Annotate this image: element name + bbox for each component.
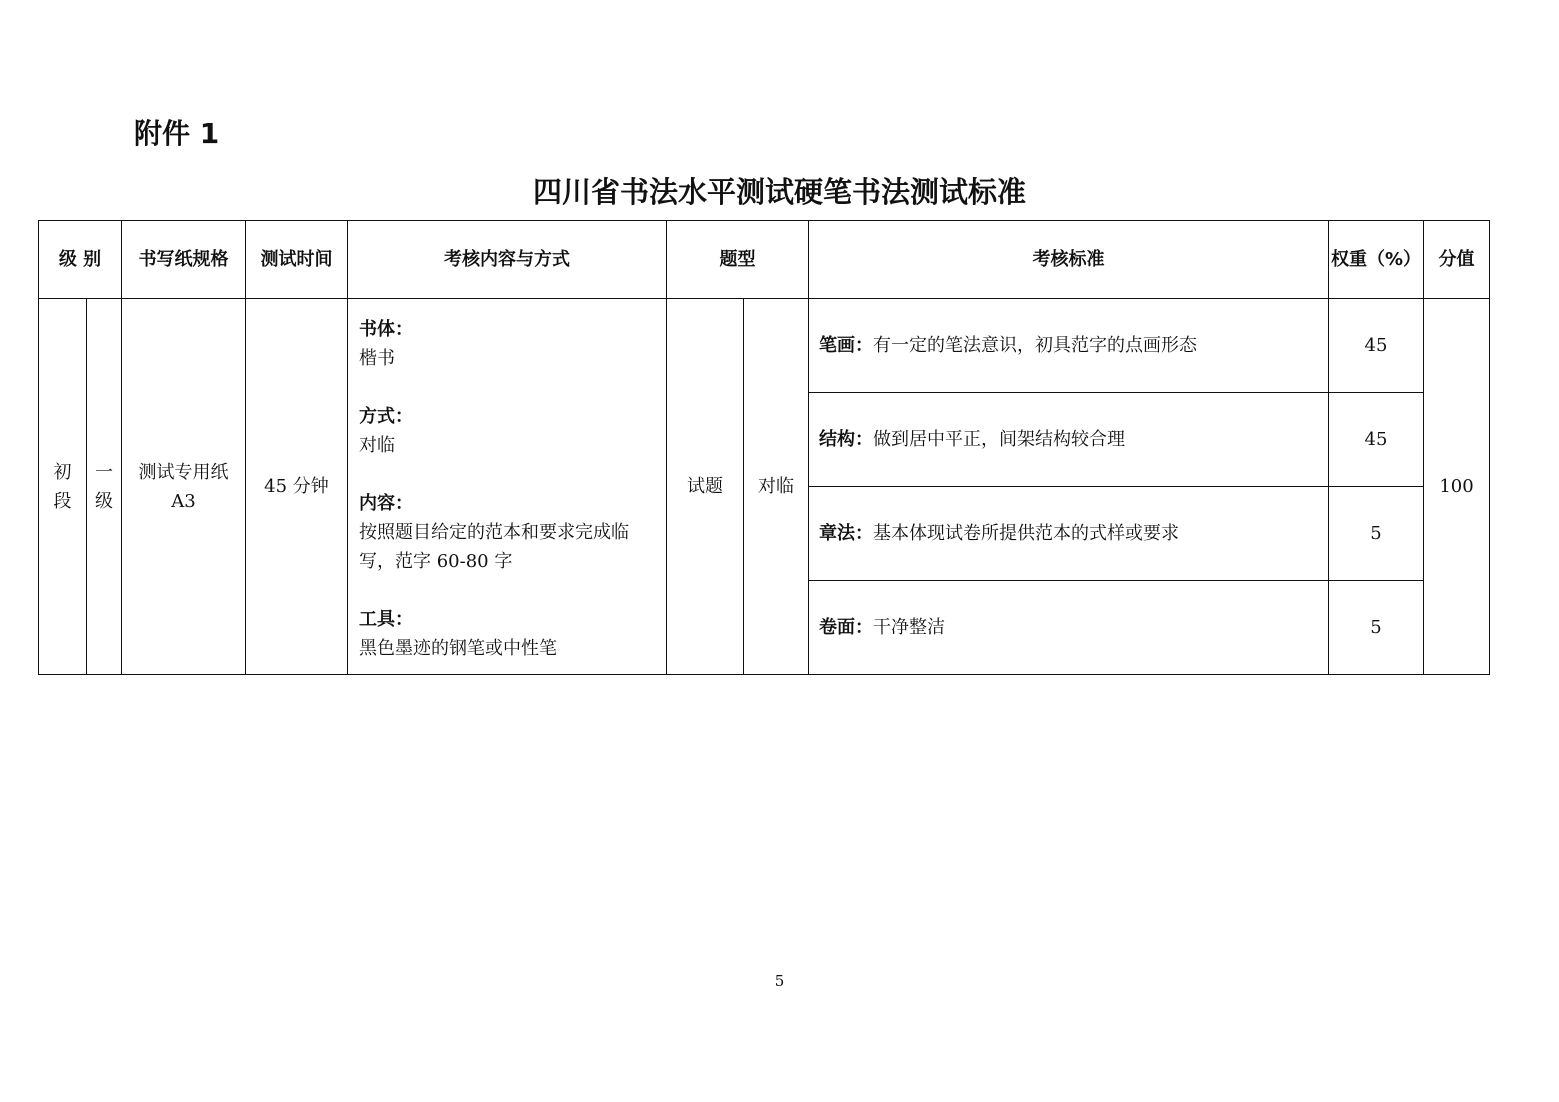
level-stage-cell — [39, 299, 87, 675]
level-stage-char-2: 段 — [53, 490, 72, 512]
content-label: 工具： — [359, 609, 413, 630]
time-cell: 45 分钟 — [246, 299, 348, 675]
paper-cell — [122, 299, 246, 675]
content-block-font — [359, 315, 658, 373]
question-type-cell: 试题 — [667, 299, 744, 675]
level-grade-cell — [87, 299, 122, 675]
header-row — [39, 221, 1490, 299]
content-text: 黑色墨迹的钢笔或中性笔 — [359, 638, 557, 659]
standard-label: 章法： — [819, 523, 873, 544]
standard-label: 笔画： — [819, 335, 873, 356]
header-content: 考核内容与方式 — [348, 221, 667, 299]
paper-name: 测试专用纸 — [138, 461, 229, 483]
header-paper: 书写纸规格 — [122, 221, 246, 299]
header-weight: 权重（%） — [1329, 221, 1424, 299]
header-level: 级 别 — [39, 221, 122, 299]
standard-cell — [809, 299, 1329, 393]
content-text: 按照题目给定的范本和要求完成临写，范字 60-80 字 — [359, 522, 629, 572]
content-text: 楷书 — [359, 348, 395, 369]
content-block-content — [359, 489, 658, 576]
level-stage-char-1: 初 — [53, 461, 72, 483]
standard-text: 基本体现试卷所提供范本的式样或要求 — [873, 523, 1179, 544]
weight-cell: 5 — [1329, 487, 1424, 581]
standard-cell — [809, 581, 1329, 675]
content-label: 书体： — [359, 319, 413, 340]
score-cell: 100 — [1424, 299, 1490, 675]
content-block-method — [359, 402, 658, 460]
standard-label: 卷面： — [819, 617, 873, 638]
content-label: 方式： — [359, 406, 413, 427]
weight-cell: 45 — [1329, 393, 1424, 487]
content-label: 内容： — [359, 493, 413, 514]
paper-size: A3 — [171, 490, 196, 512]
standard-text: 做到居中平正，间架结构较合理 — [873, 429, 1125, 450]
content-text: 对临 — [359, 435, 395, 456]
standard-text: 干净整洁 — [873, 617, 945, 638]
header-score: 分值 — [1424, 221, 1490, 299]
document-title: 四川省书法水平测试硬笔书法测试标准 — [532, 175, 1026, 209]
standard-label: 结构： — [819, 429, 873, 450]
header-question-type: 题型 — [667, 221, 809, 299]
standard-cell — [809, 393, 1329, 487]
level-grade-char-2: 级 — [95, 490, 113, 512]
header-time: 测试时间 — [246, 221, 348, 299]
level-grade-char-1: 一 — [95, 461, 113, 483]
standards-table — [38, 220, 1490, 675]
standard-cell — [809, 487, 1329, 581]
weight-cell: 45 — [1329, 299, 1424, 393]
standard-text: 有一定的笔法意识，初具范字的点画形态 — [873, 335, 1197, 356]
question-subtype-cell: 对临 — [744, 299, 809, 675]
content-block-tool — [359, 605, 658, 663]
page-number: 5 — [774, 972, 785, 990]
header-standard: 考核标准 — [809, 221, 1329, 299]
attachment-label: 附件 1 — [134, 117, 220, 150]
content-cell — [348, 299, 667, 675]
standard-row-1 — [39, 299, 1490, 393]
weight-cell: 5 — [1329, 581, 1424, 675]
